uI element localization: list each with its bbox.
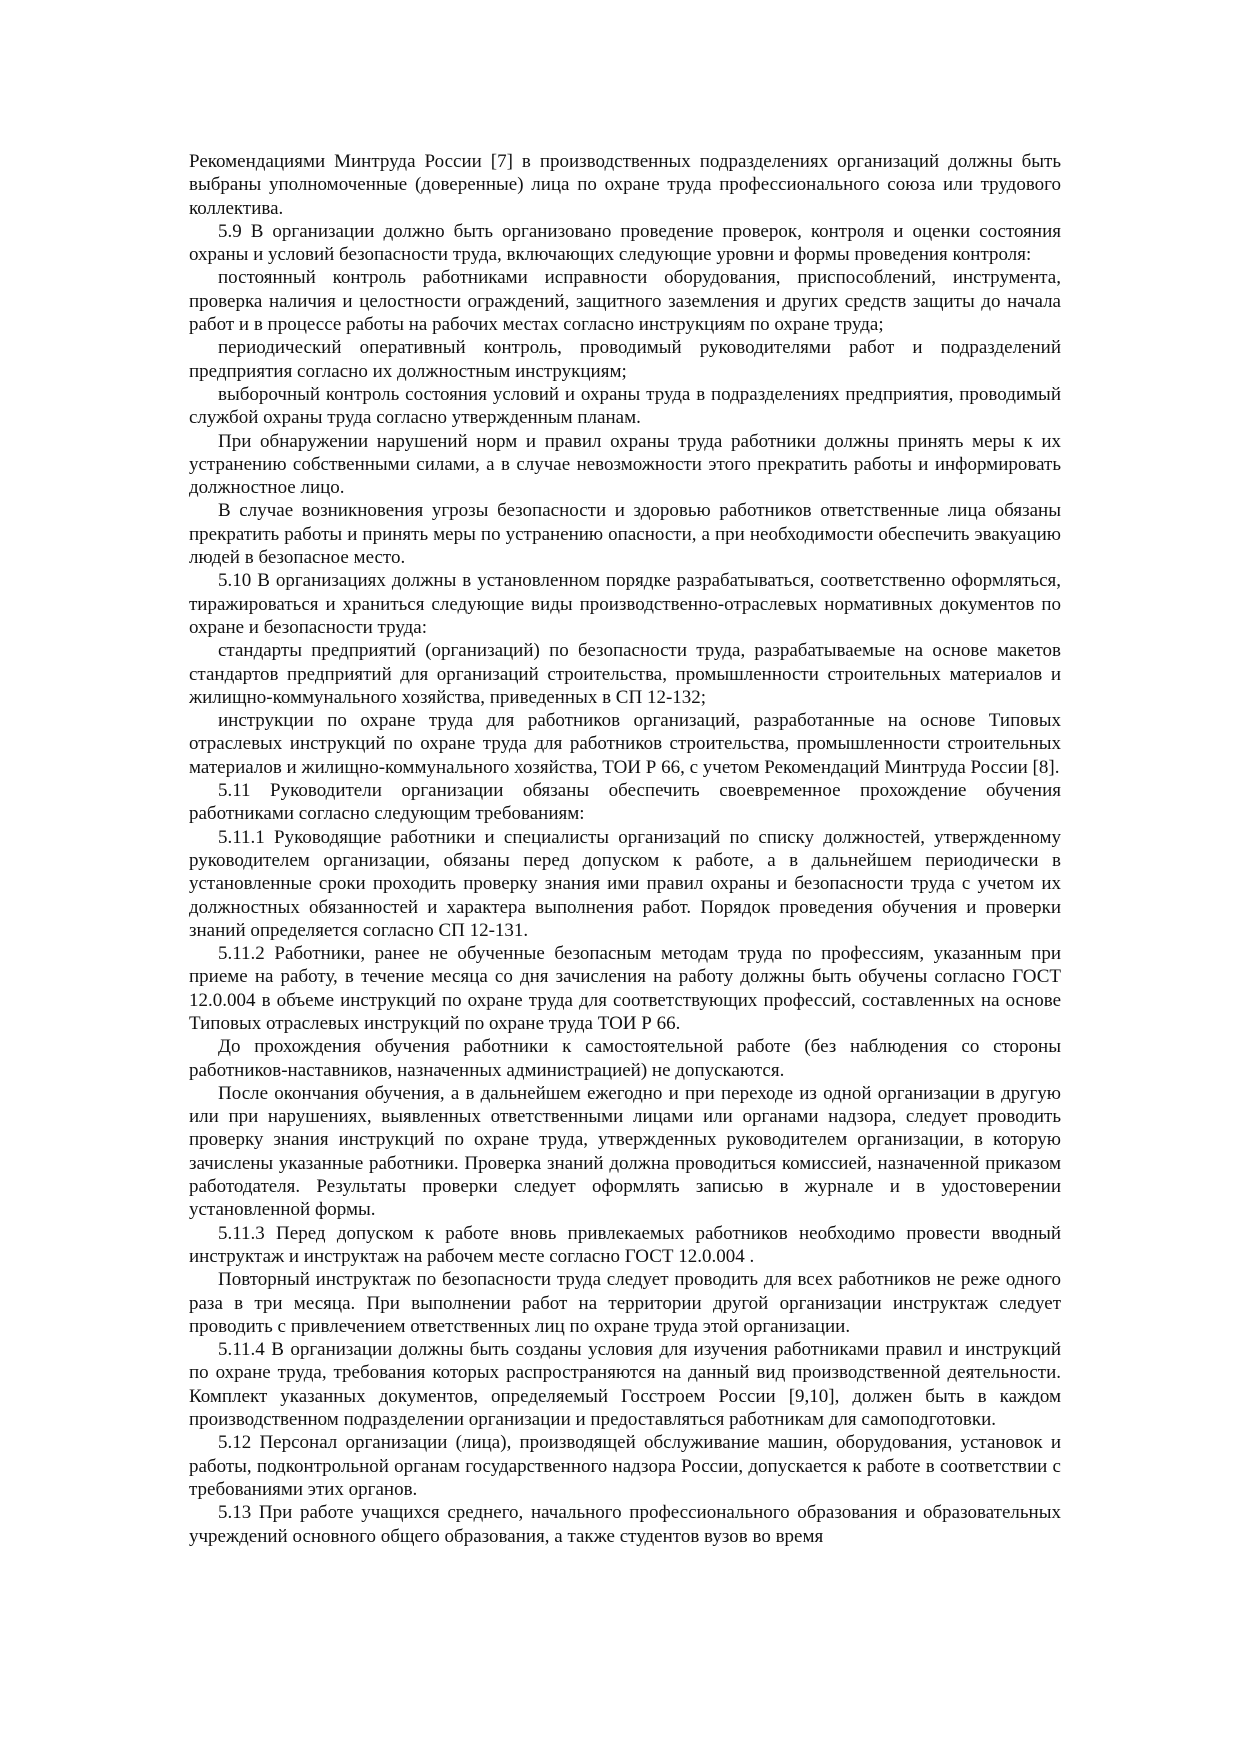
paragraph-after-training: После окончания обучения, а в дальнейшем ежегодно и при переходе из одной организации в другую или при нарушениях, выявленных ответственными лицами или органами надзора, следует проводить проверку знания инструкций по охране труда, утвержденных руководителем организации, в которую зачислены указанные работники. Проверка знаний должна проводиться комиссией, назначенной приказом работодателя. Результаты проверки следует оформлять записью в журнале и в удостоверении установленной формы. [189, 1082, 1061, 1221]
paragraph-5-13: 5.13 При работе учащихся среднего, начального профессионального образования и образовательных учреждений основного общего образования, а также студентов вузов во время [189, 1502, 1061, 1547]
paragraph-instructions: инструкции по охране труда для работников организаций, разработанные на основе Типовых отраслевых инструкций по охране труда для работников строительства, промышленности строительных материалов и жилищно-коммунального хозяйства, ТОИ Р 66, с учетом Рекомендаций Минтруда России [8]. [189, 710, 1061, 778]
paragraph-5-12: 5.12 Персонал организации (лица), производящей обслуживание машин, оборудования, установок и работы, подконтрольной органам государственного надзора России, допускается к работе в соответствии с требованиями этих органов. [189, 1432, 1061, 1500]
paragraph-5-11: 5.11 Руководители организации обязаны обеспечить своевременное прохождение обучения работниками согласно следующим требованиям: [189, 780, 1061, 825]
paragraph-5-11-1: 5.11.1 Руководящие работники и специалисты организаций по списку должностей, утвержденному руководителем организации, обязаны перед допуском к работе, а в дальнейшем периодически в установленные сроки проходить проверку знания ими правил охраны и безопасности труда с учетом их должностных обязанностей и характера выполнения работ. Порядок проведения обучения и проверки знаний определяется согласно СП 12-131. [189, 826, 1061, 941]
paragraph-5-9: 5.9 В организации должно быть организовано проведение проверок, контроля и оценки состояния охраны и условий безопасности труда, включающих следующие уровни и формы проведения контроля: [189, 220, 1061, 266]
paragraph-before-training: До прохождения обучения работники к самостоятельной работе (без наблюдения со стороны работников-наставников, назначенных администрацией) не допускаются. [189, 1036, 1061, 1081]
paragraph-repeat-briefing: Повторный инструктаж по безопасности труда следует проводить для всех работников не реже одного раза в три месяца. При выполнении работ на территории другой организации инструктаж следует проводить с привлечением ответственных лиц по охране труда этой организации. [189, 1269, 1061, 1337]
document-page [189, 150, 1061, 1548]
paragraph-threat: В случае возникновения угрозы безопасности и здоровью работников ответственные лица обязаны прекратить работы и принять меры по устранению опасности, а при необходимости обеспечить эвакуацию людей в безопасное место. [189, 500, 1061, 569]
paragraph-5-11-3: 5.11.3 Перед допуском к работе вновь привлекаемых работников необходимо провести вводный инструктаж и инструктаж на рабочем месте согласно ГОСТ 12.0.004 . [189, 1222, 1061, 1267]
paragraph-periodic-control: периодический оперативный контроль, проводимый руководителями работ и подразделений предприятия согласно их должностным инструкциям; [189, 337, 1061, 382]
paragraph-5-11-2: 5.11.2 Работники, ранее не обученные безопасным методам труда по профессиям, указанным при приеме на работу, в течение месяца со дня зачисления на работу должны быть обучены согласно ГОСТ 12.0.004 в объеме инструкций по охране труда для соответствующих профессий, составленных на основе Типовых отраслевых инструкций по охране труда ТОИ Р 66. [189, 943, 1061, 1034]
paragraph-violations: При обнаружении нарушений норм и правил охраны труда работники должны принять меры к их устранению собственными силами, а в случае невозможности этого прекратить работы и информировать должностное лицо. [189, 430, 1061, 499]
paragraph-constant-control: постоянный контроль работниками исправности оборудования, приспособлений, инструмента, проверка наличия и целостности ограждений, защитного заземления и других средств защиты до начала работ и в процессе работы на рабочих местах согласно инструкциям по охране труда; [189, 267, 1061, 336]
paragraph-5-11-4: 5.11.4 В организации должны быть созданы условия для изучения работниками правил и инструкций по охране труда, требования которых распространяются на данный вид производственной деятельности. Комплект указанных документов, определяемый Госстроем России [9,10], должен быть в каждом производственном подразделении организации и предоставляться работникам для самоподготовки. [189, 1339, 1061, 1431]
paragraph-selective-control: выборочный контроль состояния условий и охраны труда в подразделениях предприятия, проводимый службой охраны труда согласно утвержденным планам. [189, 383, 1061, 429]
paragraph-5-10: 5.10 В организациях должны в установленном порядке разрабатываться, соответственно оформляться, тиражироваться и храниться следующие виды производственно-отраслевых нормативных документов по охране и безопасности труда: [189, 570, 1061, 638]
paragraph-standards: стандарты предприятий (организаций) по безопасности труда, разрабатываемые на основе макетов стандартов предприятий для организаций строительства, промышленности строительных материалов и жилищно-коммунального хозяйства, приведенных в СП 12-132; [189, 640, 1061, 708]
paragraph-continuation: Рекомендациями Минтруда России [7] в производственных подразделениях организаций должны быть выбраны уполномоченные (доверенные) лица по охране труда профессионального союза или трудового коллектива. [189, 151, 1061, 219]
